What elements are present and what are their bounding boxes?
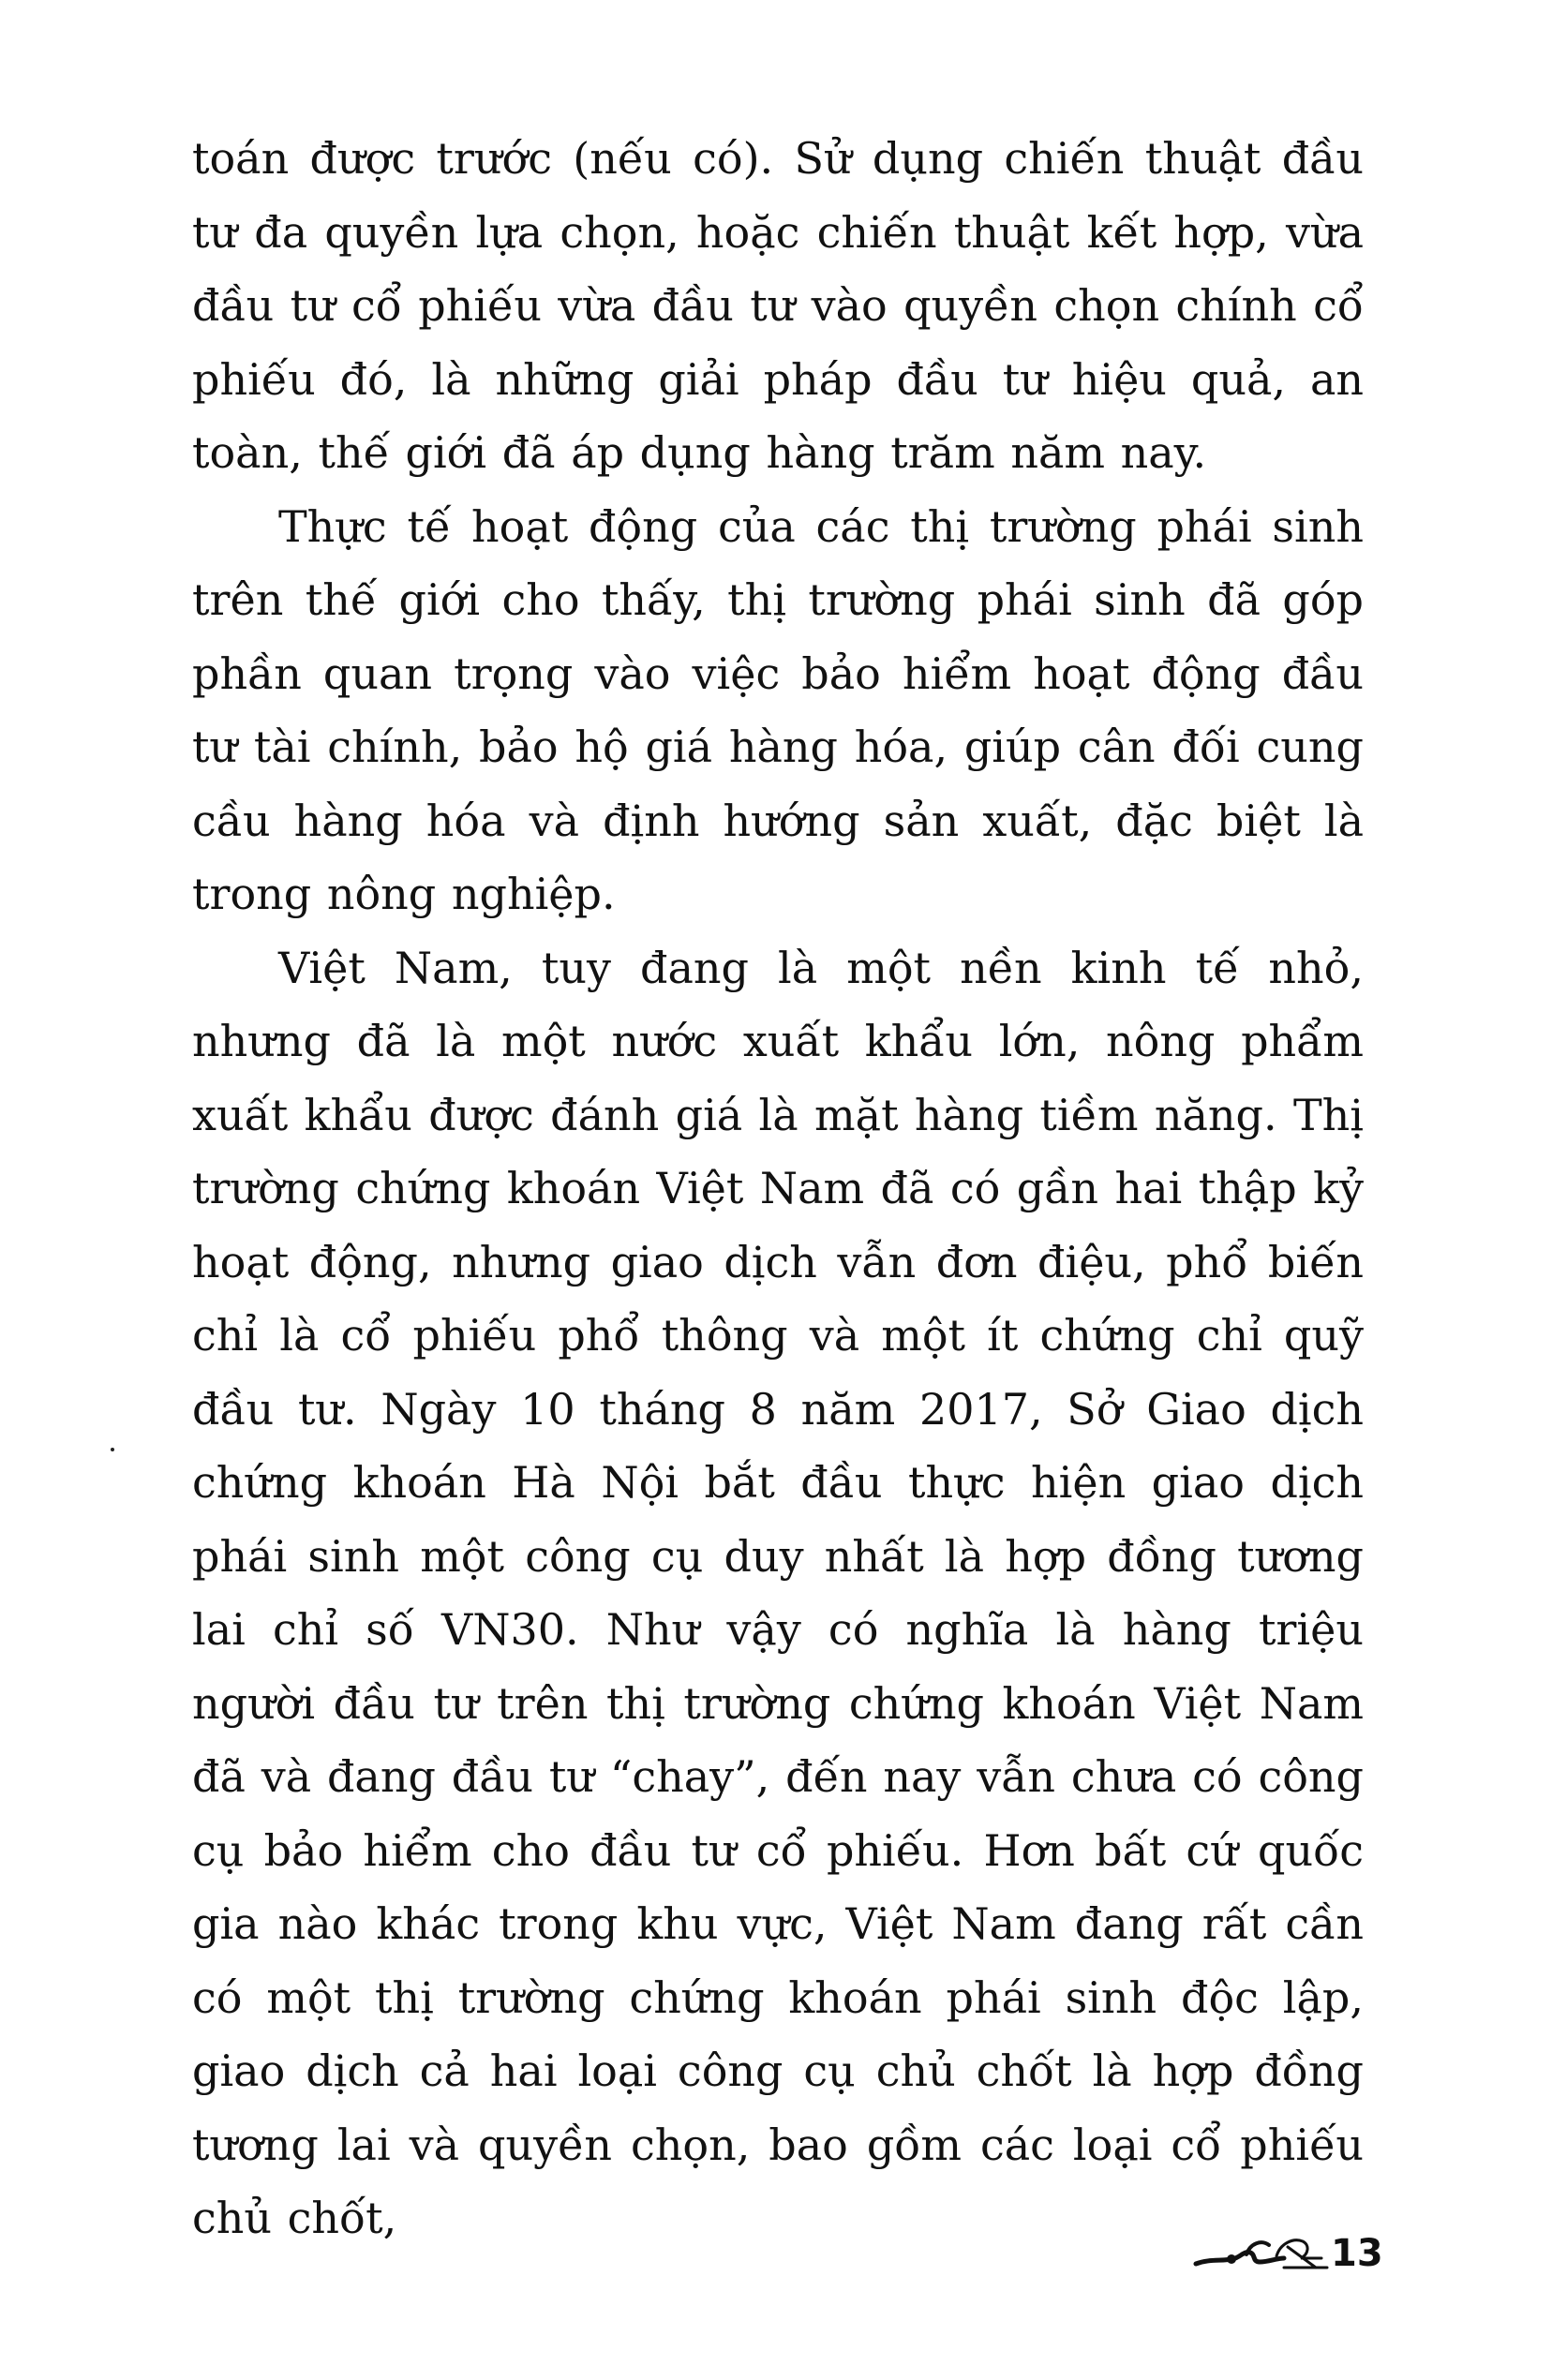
- decorative-flourish-icon: [1190, 2230, 1331, 2277]
- page-number: 13: [1331, 2232, 1383, 2275]
- paragraph-continued: toán được trước (nếu có). Sử dụng chiến thuật đầu tư đa quyền lựa chọn, hoặc chiến thuật kết hợp, vừa đầu tư cổ phiếu vừa đầu tư vào quyền chọn chính cổ phiếu đó, là những giải pháp đầu tư hiệu quả, an toàn, thế giới đã áp dụng hàng trăm năm nay.: [192, 133, 1364, 478]
- scan-speck: [111, 1448, 114, 1451]
- paragraph-vietnam-market: Việt Nam, tuy đang là một nền kinh tế nhỏ, nhưng đã là một nước xuất khẩu lớn, nông phẩm xuất khẩu được đánh giá là mặt hàng tiềm năng. Thị trường chứng khoán Việt Nam đã có gần hai thập kỷ hoạt động, nhưng giao dịch vẫn đơn điệu, phổ biến chỉ là cổ phiếu phổ thông và một ít chứng chỉ quỹ đầu tư. Ngày 10 tháng 8 năm 2017, Sở Giao dịch chứng khoán Hà Nội bắt đầu thực hiện giao dịch phái sinh một công cụ duy nhất là hợp đồng tương lai chỉ số VN30. Như vậy có nghĩa là hàng triệu người đầu tư trên thị trường chứng khoán Việt Nam đã và đang đầu tư “chay”, đến nay vẫn chưa có công cụ bảo hiểm cho đầu tư cổ phiếu. Hơn bất cứ quốc gia nào khác trong khu vực, Việt Nam đang rất cần có một thị trường chứng khoán phái sinh độc lập, giao dịch cả hai loại công cụ chủ chốt là hợp đồng tương lai và quyền chọn, bao gồm các loại cổ phiếu chủ chốt,: [192, 942, 1364, 2243]
- paragraph-derivatives-world: Thực tế hoạt động của các thị trường phái sinh trên thế giới cho thấy, thị trường phái sinh đã góp phần quan trọng vào việc bảo hiểm hoạt động đầu tư tài chính, bảo hộ giá hàng hóa, giúp cân đối cung cầu hàng hóa và định hướng sản xuất, đặc biệt là trong nông nghiệp.: [192, 500, 1364, 919]
- page-footer: [1190, 2230, 1396, 2286]
- page-body: [192, 122, 1364, 2255]
